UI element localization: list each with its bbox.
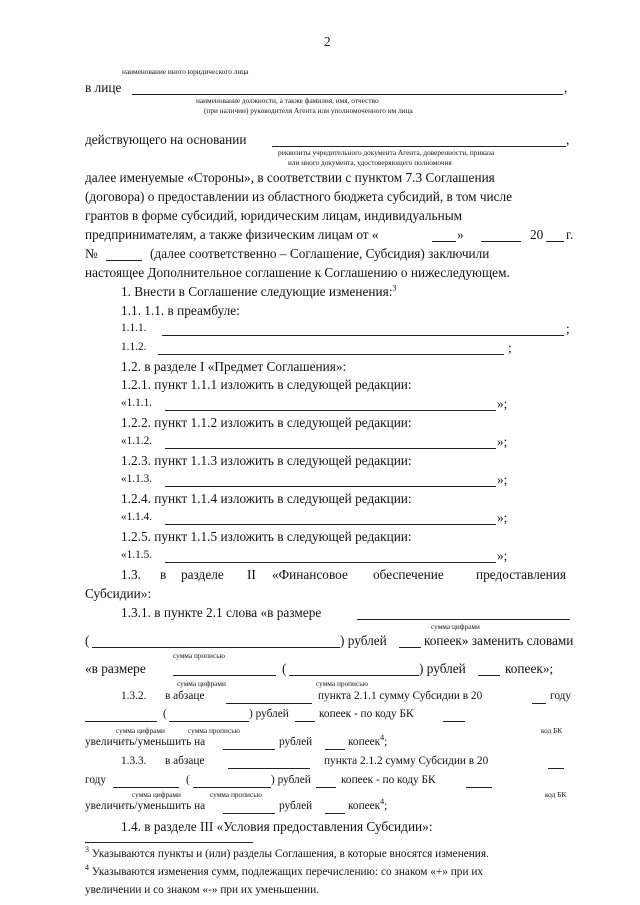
item-1-4: 1.4. в разделе III «Условия предоставления Субсидии»:	[121, 819, 433, 834]
item-1-3-word: 1.3.	[121, 567, 141, 582]
blank-line	[193, 787, 271, 788]
intro-line-6: настоящее Дополнительное соглашение к Соглашению о нижеследующем.	[85, 265, 510, 280]
representative-line	[132, 94, 563, 95]
caption-words: сумма прописью	[188, 726, 240, 735]
blank-line	[295, 721, 315, 722]
blank-line	[165, 448, 496, 449]
year-prefix: 20	[530, 227, 544, 242]
item-1-3-word: «Финансовое	[272, 567, 348, 582]
caption-organization: наименование иного юридического лица	[122, 67, 249, 76]
caption-bk: код БК	[545, 790, 567, 799]
blank-line	[228, 768, 310, 769]
blank-line	[85, 721, 157, 722]
blank-line	[325, 749, 345, 750]
semicolon: ;	[566, 321, 570, 336]
item-1-3-2-text: пункта 2.1.1 сумму Субсидии в 20	[318, 690, 483, 702]
semicolon: ;	[508, 340, 512, 355]
acting-label: действующего на основании	[85, 132, 247, 147]
blank-line	[548, 768, 564, 769]
quote-1-1-1: «1.1.1.	[121, 397, 153, 409]
item-1-3-3-text: в абзаце	[165, 755, 205, 767]
blank-line	[223, 813, 275, 814]
item-1-3-word: разделе	[181, 567, 224, 582]
quote-end: »;	[497, 548, 508, 563]
item-1-2: 1.2. в разделе I «Предмет Соглашения»:	[121, 359, 347, 374]
item-1-1-2: 1.1.2.	[121, 341, 147, 353]
caption-words: сумма прописью	[173, 651, 225, 660]
paren: (	[186, 774, 190, 786]
intro-line-1: далее именуемые «Стороны», в соответствии с пунктом 7.3 Соглашения	[85, 170, 495, 185]
item-1-3-word: обеспечение	[373, 567, 444, 582]
quote-end: »;	[497, 472, 508, 487]
item-1-1: 1.1. 1.1. в преамбуле:	[121, 303, 240, 318]
month-blank	[481, 241, 521, 242]
item-1-3-1-text: копеек» заменить словами	[424, 633, 574, 648]
item-1-3-3-text: году	[85, 774, 107, 786]
kopecks-label: копеек$^4$;	[348, 733, 388, 748]
item-1-3-3-text: копеек - по коду БК	[341, 774, 436, 786]
item-1-3-3-text: пункта 2.1.2 сумму Субсидии в 20	[324, 755, 489, 767]
quote-close: »	[457, 227, 464, 242]
paren: (	[163, 708, 167, 720]
blank-line	[532, 703, 546, 704]
intro-line-4: предпринимателям, а также физическим лицам от «	[85, 227, 379, 242]
rubles-label: ) рублей	[340, 633, 387, 648]
blank-line	[357, 619, 570, 620]
item-1-3-word: II	[247, 567, 256, 582]
item-1-2-1: 1.2.1. пункт 1.1.1 изложить в следующей редакции:	[121, 377, 412, 392]
quote-end: »;	[497, 510, 508, 525]
footnote-separator	[85, 842, 253, 843]
paren: (	[282, 661, 287, 676]
intro-line-5: (далее соответственно – Соглашение, Субсидия) заключили	[150, 246, 490, 261]
item-1-3-1: 1.3.1. в пункте 2.1 слова «в размере	[121, 605, 322, 620]
year-suffix: г.	[566, 227, 574, 242]
caption-position-2: (при наличии) руководителя Агента или уполномоченного им лица	[204, 106, 413, 115]
blank-line	[92, 647, 340, 648]
blank-line	[169, 721, 249, 722]
blank-line	[165, 524, 496, 525]
caption-digits: сумма цифрами	[116, 726, 165, 735]
item-1-3-3: 1.3.3.	[121, 755, 147, 767]
caption-words: сумма прописью	[316, 679, 368, 688]
item-1-1-1: 1.1.1.	[121, 322, 147, 334]
quote-1-1-3: «1.1.3.	[121, 473, 153, 485]
footnote-4-line2: увеличении и со знаком «-» при их уменьшении.	[85, 884, 319, 896]
blank-line	[399, 647, 421, 648]
page-number: 2	[324, 34, 331, 49]
quote-1-1-2: «1.1.2.	[121, 435, 153, 447]
blank-line	[466, 787, 492, 788]
blank-line	[165, 486, 496, 487]
blank-line	[158, 354, 504, 355]
quote-end: »;	[497, 434, 508, 449]
quote-end: »;	[497, 396, 508, 411]
item-1-3-word: в	[160, 567, 167, 582]
blank-line	[162, 335, 564, 336]
blank-line	[325, 813, 345, 814]
paren: (	[85, 633, 90, 648]
rubles-label: ) рублей	[419, 661, 466, 676]
item-1: 1. Внести в Соглашение следующие изменения:$^3$	[121, 283, 397, 299]
blank-line	[443, 721, 465, 722]
caption-digits: сумма цифрами	[177, 679, 226, 688]
blank-line	[223, 749, 275, 750]
blank-line	[316, 787, 336, 788]
blank-line	[478, 675, 500, 676]
item-1-3-2-text: увеличить/уменьшить на	[85, 736, 206, 748]
blank-line	[165, 410, 496, 411]
blank-line	[173, 675, 276, 676]
day-blank	[432, 241, 456, 242]
blank-line	[113, 787, 179, 788]
comma: ,	[564, 80, 568, 95]
item-1-3-1-text: «в размере	[85, 661, 146, 676]
rubles-label: ) рублей	[249, 708, 289, 720]
in-person-label: в лице	[85, 80, 122, 95]
item-1-3-2-text: в абзаце	[165, 690, 205, 702]
number-sign: №	[85, 246, 98, 261]
basis-line	[272, 146, 566, 147]
item-1-2-5: 1.2.5. пункт 1.1.5 изложить в следующей редакции:	[121, 529, 412, 544]
intro-line-3: грантов в форме субсидий, юридическим лицам, индивидуальным	[85, 208, 463, 223]
rubles-label: рублей	[279, 736, 313, 748]
blank-line	[289, 675, 419, 676]
caption-basis-1: реквизиты учредительного документа Агента, доверенности, приказа	[278, 148, 495, 157]
item-1-3-2-text: копеек - по коду БК	[319, 708, 414, 720]
intro-line-2: (договора) о предоставлении из областного бюджета субсидий, в том числе	[85, 189, 513, 204]
caption-digits: сумма цифрами	[132, 790, 181, 799]
caption-words: сумма прописью	[210, 790, 262, 799]
quote-1-1-4: «1.1.4.	[121, 511, 153, 523]
quote-1-1-5: «1.1.5.	[121, 549, 153, 561]
item-1-3-word: предоставления	[476, 567, 567, 582]
item-1-2-2: 1.2.2. пункт 1.1.2 изложить в следующей редакции:	[121, 415, 412, 430]
item-1-2-3: 1.2.3. пункт 1.1.3 изложить в следующей редакции:	[121, 453, 412, 468]
footnote-3: $^3$ Указываются пункты и (или) разделы Соглашения, в которые вносятся изменения.	[85, 845, 489, 860]
item-1-3-2-text: году	[550, 690, 572, 702]
item-1-3-2: 1.3.2.	[121, 690, 147, 702]
caption-basis-2: или иного документа, удостоверяющего полномочия	[288, 158, 452, 167]
caption-position-1: наименование должности, а также фамилия, имя, отчество	[196, 96, 379, 105]
item-1-3-line2: Субсидии»:	[85, 586, 152, 601]
number-blank	[106, 260, 142, 261]
rubles-label: ) рублей	[271, 774, 311, 786]
kopecks-label: копеек$^4$;	[348, 797, 388, 812]
year-blank	[546, 241, 564, 242]
blank-line	[165, 562, 496, 563]
caption-digits: сумма цифрами	[431, 622, 480, 631]
rubles-label: рублей	[279, 800, 313, 812]
blank-line	[226, 703, 312, 704]
caption-bk: код БК	[541, 726, 563, 735]
item-1-2-4: 1.2.4. пункт 1.1.4 изложить в следующей редакции:	[121, 491, 412, 506]
item-1-3-3-text: увеличить/уменьшить на	[85, 800, 206, 812]
kopecks-label: копеек»;	[505, 661, 554, 676]
footnote-4: $^4$ Указываются изменения сумм, подлежащих перечислению: со знаком «+» при их	[85, 863, 484, 878]
comma: ,	[566, 132, 570, 147]
